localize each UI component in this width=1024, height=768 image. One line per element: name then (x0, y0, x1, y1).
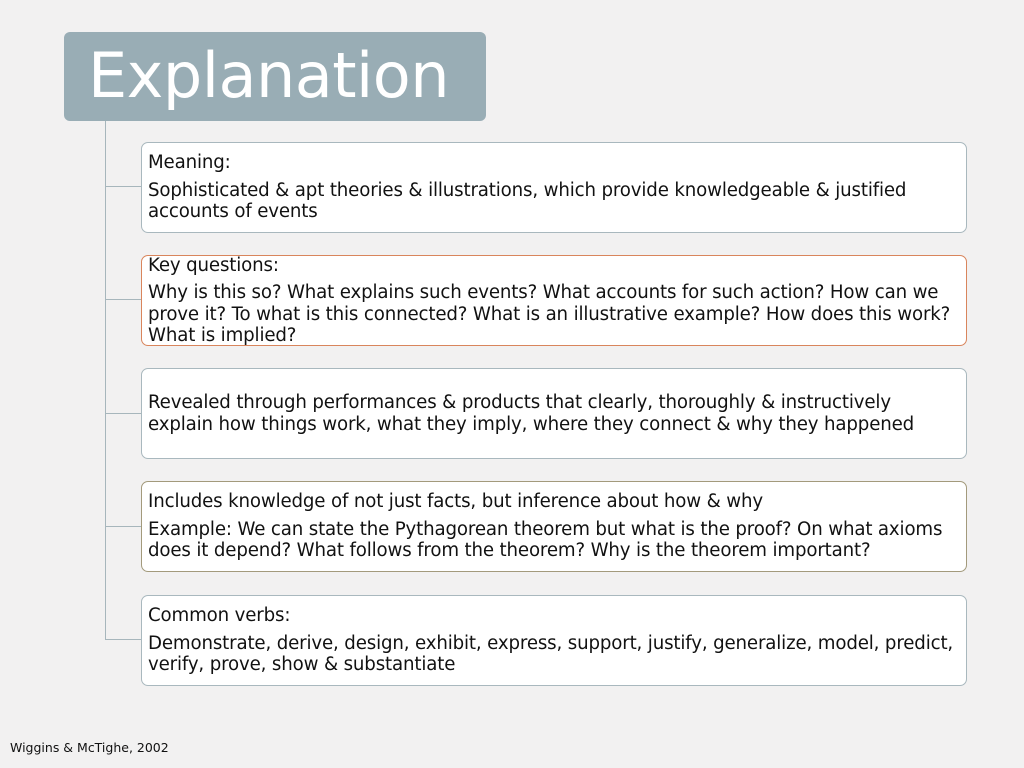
connector-branch-5 (105, 639, 142, 640)
card-body: Revealed through performances & products that clearly, thoroughly & instructively explain how things work, what they imply, where they connect & why they happened (148, 392, 915, 435)
card-includes-knowledge (141, 481, 967, 572)
connector-branch-3 (105, 413, 142, 414)
card-meaning (141, 142, 967, 233)
card-heading: Includes knowledge of not just facts, but inference about how & why (148, 491, 763, 513)
connector-trunk (105, 121, 106, 640)
card-heading: Meaning: (148, 152, 231, 174)
title-box (64, 32, 486, 121)
card-heading: Common verbs: (148, 605, 291, 627)
page-title: Explanation (88, 39, 449, 112)
card-heading: Key questions: (148, 254, 279, 276)
citation: Wiggins & McTighe, 2002 (10, 740, 169, 755)
card-key-questions (141, 255, 967, 346)
card-body: Example: We can state the Pythagorean theorem but what is the proof? On what axioms does it depend? What follows from the theorem? Why is the theorem important? (148, 518, 943, 562)
card-common-verbs (141, 595, 967, 686)
connector-branch-1 (105, 186, 142, 187)
connector-branch-2 (105, 299, 142, 300)
connector-branch-4 (105, 526, 142, 527)
card-body: Why is this so? What explains such events? What accounts for such action? How can we prove it? To what is this connected? What is an illustrative example? How does this work? What is implied? (148, 282, 951, 346)
card-revealed-through (141, 368, 967, 459)
card-body: Sophisticated & apt theories & illustrations, which provide knowledgeable & justified accounts of events (148, 179, 907, 223)
card-body: Demonstrate, derive, design, exhibit, express, support, justify, generalize, model, predict, verify, prove, show & substantiate (148, 632, 954, 676)
